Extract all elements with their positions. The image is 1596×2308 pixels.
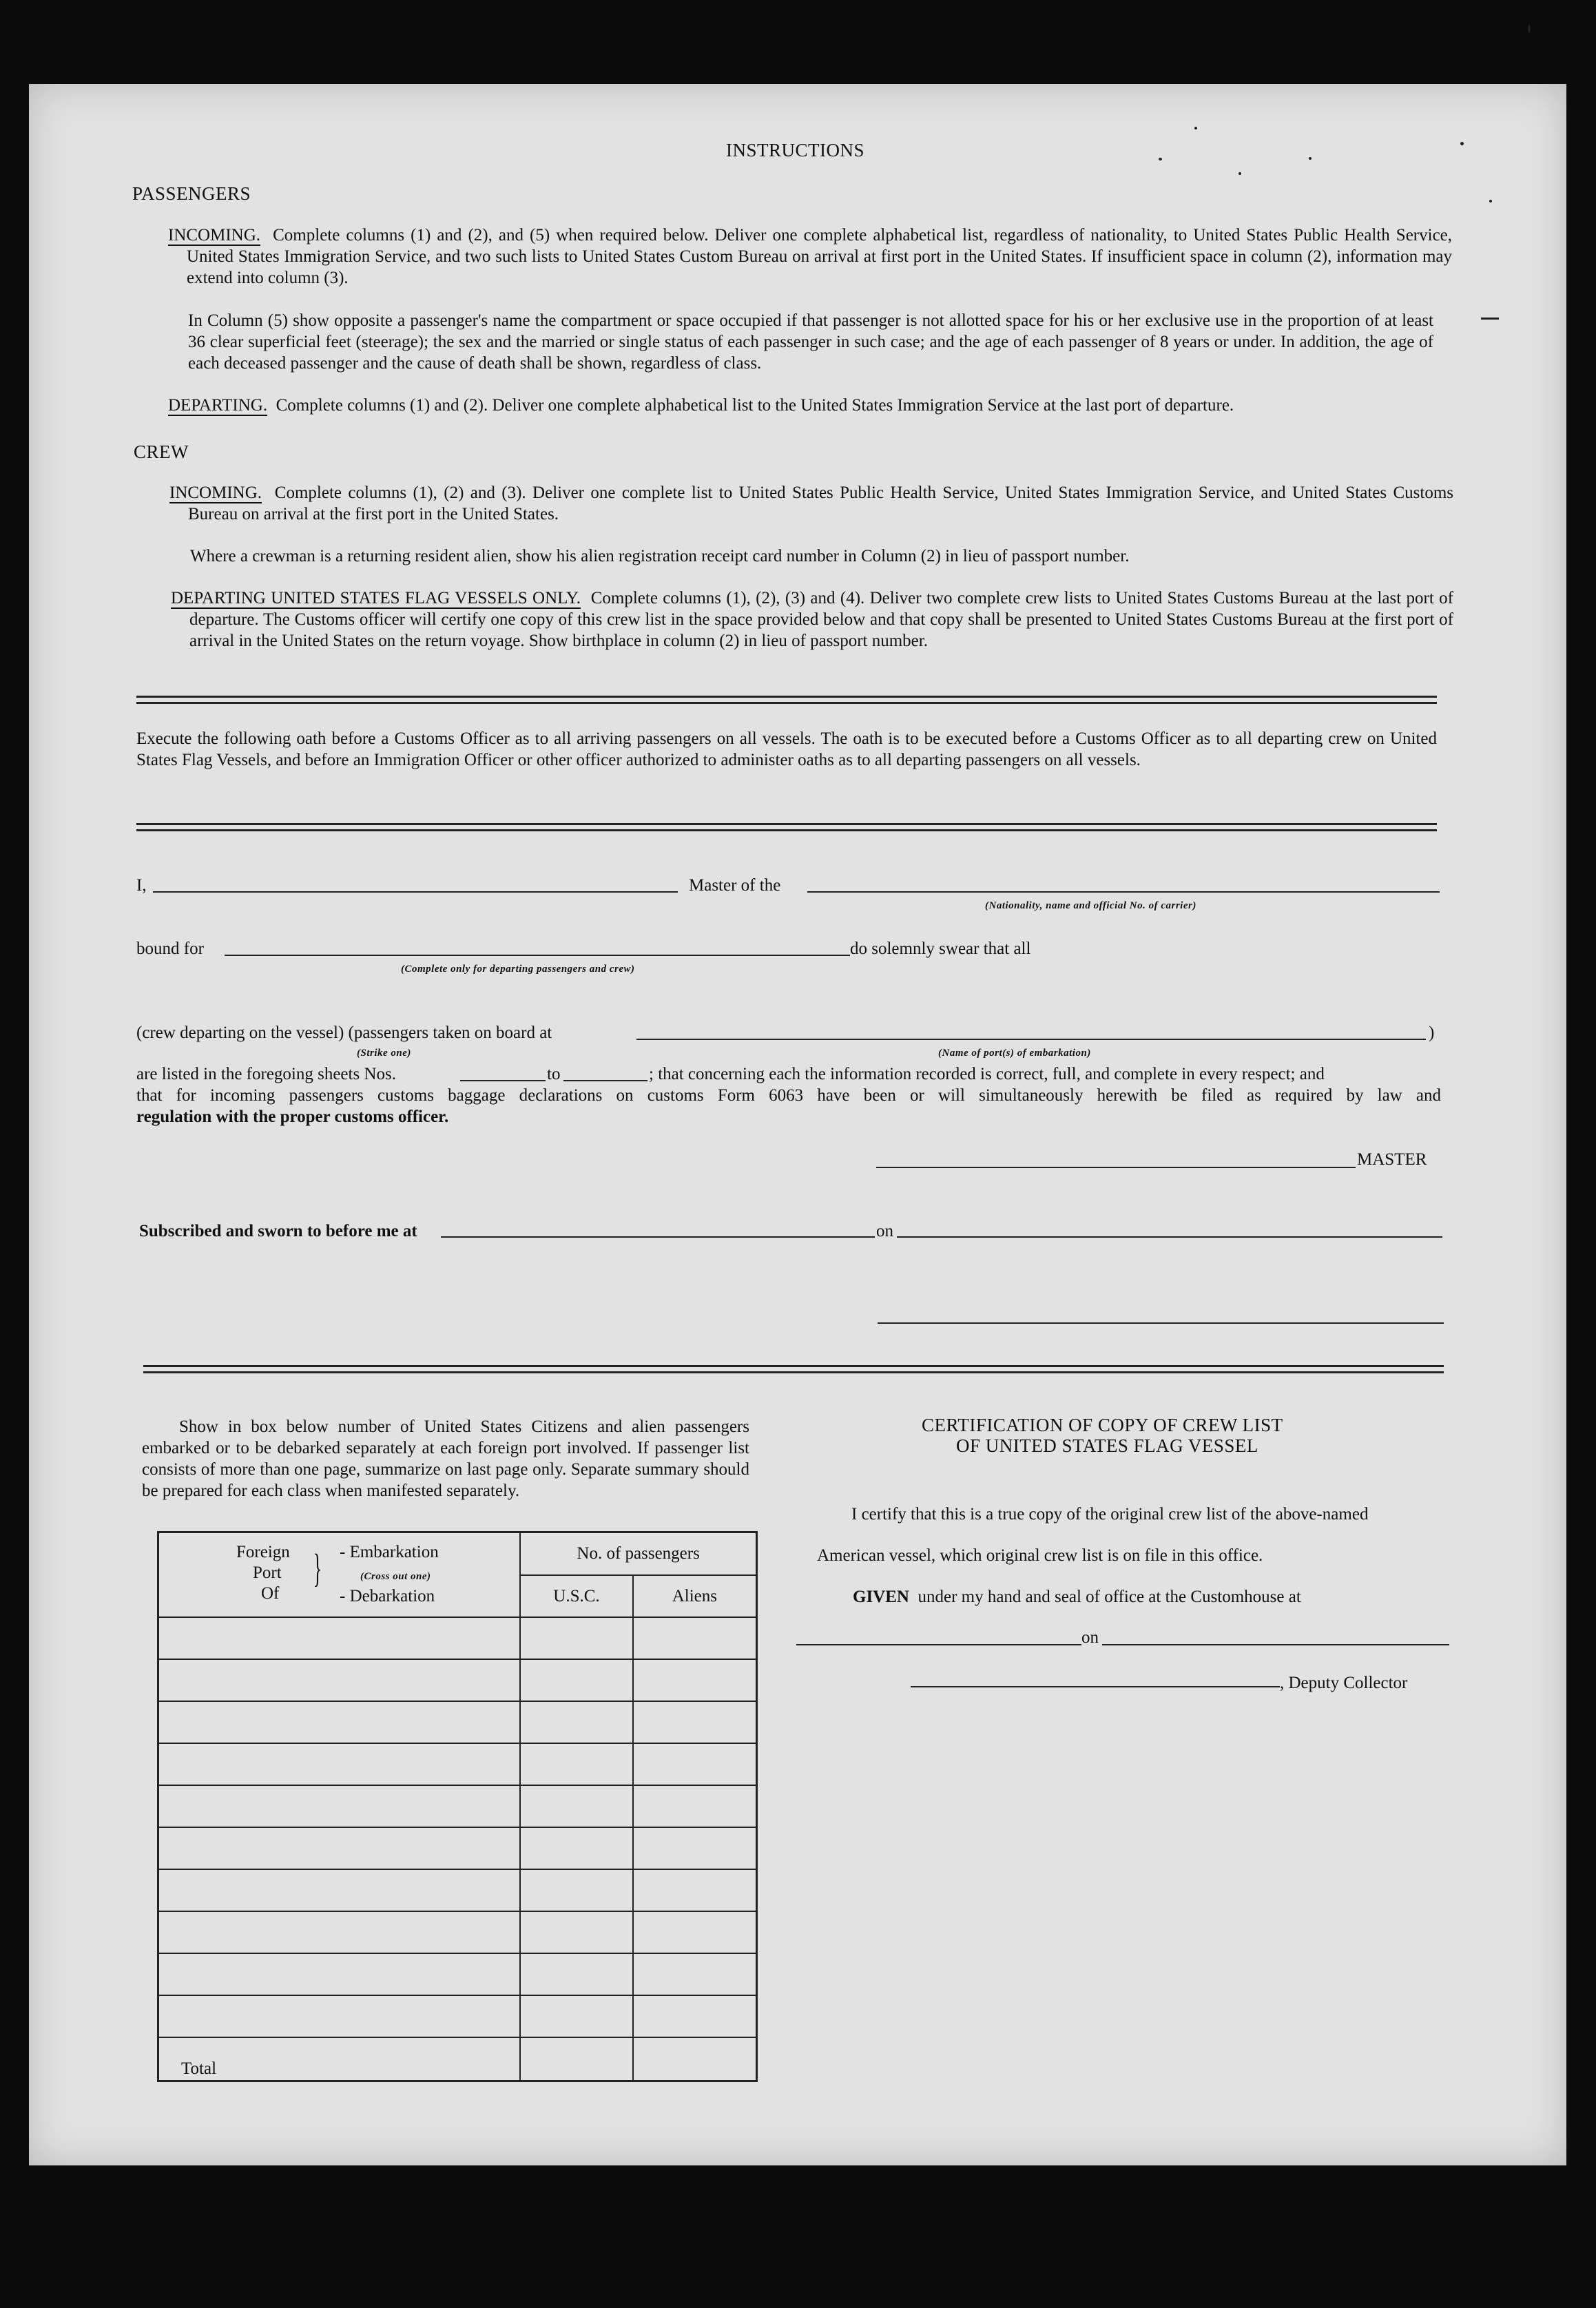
aliens-cell[interactable]	[633, 1743, 757, 1785]
header-foreign: Foreign	[236, 1543, 290, 1561]
given-text: under my hand and seal of office at the Customhouse at	[918, 1588, 1301, 1606]
usc-cell[interactable]	[520, 1953, 632, 1995]
section-divider	[136, 696, 1437, 704]
passengers-departing-paragraph	[168, 395, 1433, 416]
crew-departing-label: DEPARTING UNITED STATES FLAG VESSELS ONLY.	[171, 589, 581, 607]
usc-cell[interactable]	[520, 1827, 632, 1869]
certify-line2: American vessel, which original crew list is on file in this office.	[817, 1546, 1263, 1565]
oath-i-label: I,	[136, 876, 147, 895]
master-name-line[interactable]	[153, 891, 678, 893]
given-line	[853, 1586, 1301, 1608]
usc-cell[interactable]	[520, 1659, 632, 1701]
sworn-place-line[interactable]	[441, 1236, 875, 1238]
port-cell[interactable]	[158, 1953, 521, 1995]
total-aliens-cell[interactable]	[633, 2037, 757, 2081]
strike-caption: (Strike one)	[357, 1048, 411, 1059]
crew-heading: CREW	[134, 441, 189, 462]
aliens-cell[interactable]	[633, 1827, 757, 1869]
table-row	[158, 1659, 757, 1701]
aliens-cell[interactable]	[633, 1911, 757, 1953]
port-cell[interactable]	[158, 1911, 521, 1953]
listed-line3: regulation with the proper customs officer.	[136, 1108, 449, 1126]
aliens-cell[interactable]	[633, 1953, 757, 1995]
page-title: INSTRUCTIONS	[726, 140, 865, 160]
bound-for-caption: (Complete only for departing passengers and crew)	[401, 964, 635, 975]
usc-cell[interactable]	[520, 1617, 632, 1659]
passengers-incoming-label: INCOMING.	[168, 226, 261, 245]
port-header-cell	[158, 1532, 521, 1618]
table-header-row	[158, 1532, 757, 1576]
port-cell[interactable]	[158, 1995, 521, 2037]
crew-incoming-text: Complete columns (1), (2) and (3). Deliver one complete list to United States Public Health Service, United States Immigration Service, and United States Customs Bureau on arrival at the first port in the United States.	[188, 484, 1454, 523]
usc-cell[interactable]	[520, 1911, 632, 1953]
scan-speck	[1460, 142, 1464, 145]
port-cell[interactable]	[158, 1617, 521, 1659]
section-divider	[136, 823, 1437, 831]
deputy-signature-line[interactable]	[911, 1686, 1280, 1687]
sheet-to-line[interactable]	[563, 1080, 647, 1081]
summary-instruction: Show in box below number of United States Citizens and alien passengers embarked or to be debarked separately at each foreign port involved. If passenger list consists of more than one page, summarize on last page only. Separate summary should be prepared for each class when manifested separately.	[142, 1417, 749, 1500]
listed-prefix: are listed in the foregoing sheets Nos.	[136, 1065, 396, 1083]
bound-for-label: bound for	[136, 939, 204, 958]
passengers-departing-text: Complete columns (1) and (2). Deliver one complete alphabetical list to the United States Immigration Service at the last port of departure.	[276, 396, 1234, 415]
header-no-passengers: No. of passengers	[520, 1532, 756, 1576]
crew-departing-text: Complete columns (1), (2), (3) and (4). Deliver two complete crew lists to United States Customs Bureau at the last port of departure. The Customs officer will certify one copy of this crew list in the space provided below and that copy shall be presented to United States Customs Bureau at the first port of arrival in the United States on the return voyage. Show birthplace in column (2) in lieu of passport number.	[189, 589, 1453, 650]
ports-caption: (Name of port(s) of embarkation)	[938, 1048, 1091, 1059]
usc-cell[interactable]	[520, 1995, 632, 2037]
table-row	[158, 1995, 757, 2037]
listed-suffix: ; that concerning each the information recorded is correct, full, and complete in every respect; and	[649, 1065, 1325, 1083]
column5-paragraph: In Column (5) show opposite a passenger's name the compartment or space occupied if that passenger is not allotted space for his or her exclusive use in the proportion of at least 36 clear superficial feet (steerage); the sex and the married or single status of each passenger in such case; and the age of each passenger of 8 years or under. In addition, the age of each deceased passenger and the cause of death shall be shown, regardless of class.	[188, 311, 1433, 373]
passenger-summary-table	[157, 1531, 758, 2082]
header-of: Of	[261, 1584, 280, 1603]
listed-line2: that for incoming passengers customs baggage declarations on customs Form 6063 have been or will simultaneously herewith be filed as required by law and	[136, 1086, 1441, 1105]
port-cell[interactable]	[158, 1743, 521, 1785]
total-row	[158, 2037, 757, 2081]
table-row	[158, 1953, 757, 1995]
bound-for-line[interactable]	[225, 955, 850, 956]
table-row	[158, 1701, 757, 1743]
table-row	[158, 1785, 757, 1827]
aliens-cell[interactable]	[633, 1617, 757, 1659]
master-of-label: Master of the	[689, 876, 781, 895]
usc-cell[interactable]	[520, 1743, 632, 1785]
deputy-collector-label: , Deputy Collector	[1280, 1674, 1408, 1692]
table-row	[158, 1617, 757, 1659]
sworn-date-line[interactable]	[897, 1236, 1442, 1238]
customhouse-line[interactable]	[796, 1644, 1081, 1645]
port-cell[interactable]	[158, 1827, 521, 1869]
port-header	[159, 1533, 519, 1616]
passengers-departing-label: DEPARTING.	[168, 396, 268, 415]
passengers-incoming-paragraph	[168, 225, 1452, 289]
crew-resident-paragraph: Where a crewman is a returning resident alien, show his alien registration receipt card number in Column (2) in lieu of passport number.	[190, 547, 1130, 565]
officer-signature-line[interactable]	[878, 1322, 1444, 1324]
header-aliens: Aliens	[633, 1575, 757, 1617]
master-signature-line[interactable]	[876, 1167, 1356, 1168]
swear-text: do solemnly swear that all	[850, 939, 1031, 958]
sworn-on-label: on	[876, 1222, 893, 1240]
aliens-cell[interactable]	[633, 1659, 757, 1701]
port-cell[interactable]	[158, 1701, 521, 1743]
table-row	[158, 1911, 757, 1953]
usc-cell[interactable]	[520, 1701, 632, 1743]
subscribed-label: Subscribed and sworn to before me at	[139, 1222, 417, 1240]
table-row	[158, 1869, 757, 1911]
certification-title-line2: OF UNITED STATES FLAG VESSEL	[956, 1435, 1258, 1456]
embarkation-ports-line[interactable]	[636, 1039, 1426, 1040]
carrier-line[interactable]	[807, 891, 1440, 893]
certification-on-label: on	[1081, 1628, 1099, 1647]
crew-departing-text: (crew departing on the vessel) (passengers taken on board at	[136, 1023, 552, 1042]
scan-speck	[1481, 318, 1499, 320]
close-paren: )	[1429, 1023, 1435, 1042]
scan-speck	[1528, 25, 1531, 33]
usc-cell[interactable]	[520, 1785, 632, 1827]
given-label: GIVEN	[853, 1588, 909, 1606]
port-cell[interactable]	[158, 1869, 521, 1911]
table-row	[158, 1743, 757, 1785]
header-port: Port	[253, 1563, 282, 1582]
master-label: MASTER	[1357, 1150, 1427, 1169]
aliens-cell[interactable]	[633, 1869, 757, 1911]
crew-incoming-paragraph	[169, 482, 1453, 525]
header-cross-out: (Cross out one)	[360, 1571, 431, 1582]
header-embarkation: - Embarkation	[340, 1543, 439, 1561]
section-divider	[143, 1365, 1444, 1373]
oath-instruction: Execute the following oath before a Customs Officer as to all arriving passengers on all vessels. The oath is to be executed before a Customs Officer as to all departing crew on United States Flag Vessels, and before an Immigration Officer or other officer authorized to administer oaths as to all departing passengers on all vessels.	[136, 729, 1437, 769]
aliens-cell[interactable]	[633, 1995, 757, 2037]
aliens-cell[interactable]	[633, 1701, 757, 1743]
brace-icon: }	[313, 1546, 322, 1590]
usc-cell[interactable]	[520, 1869, 632, 1911]
sheet-from-line[interactable]	[460, 1080, 546, 1081]
nationality-caption: (Nationality, name and official No. of carrier)	[985, 900, 1196, 911]
passengers-incoming-text: Complete columns (1) and (2), and (5) when required below. Deliver one complete alphabetical list, regardless of nationality, to United States Public Health Service, United States Immigration Service, and two such lists to United States Custom Bureau on arrival at first port in the United States. If insufficient space in column (2), information may extend into column (3).	[187, 226, 1453, 287]
passengers-heading: PASSENGERS	[132, 183, 251, 204]
aliens-cell[interactable]	[633, 1785, 757, 1827]
scan-speck	[1309, 157, 1312, 160]
scan-speck	[1194, 127, 1197, 129]
header-debarkation: - Debarkation	[340, 1587, 435, 1605]
to-label: to	[547, 1065, 561, 1083]
total-label: Total	[158, 2037, 521, 2081]
table-row	[158, 1827, 757, 1869]
port-cell[interactable]	[158, 1785, 521, 1827]
certification-date-line[interactable]	[1102, 1644, 1449, 1645]
certification-title-line1: CERTIFICATION OF COPY OF CREW LIST	[922, 1415, 1283, 1435]
total-usc-cell[interactable]	[520, 2037, 632, 2081]
scan-speck	[1489, 200, 1492, 202]
scan-speck	[1159, 158, 1162, 160]
scan-speck	[1239, 172, 1241, 175]
header-usc: U.S.C.	[520, 1575, 632, 1617]
certify-line1: I certify that this is a true copy of the original crew list of the above-named	[851, 1505, 1369, 1524]
port-cell[interactable]	[158, 1659, 521, 1701]
crew-departing-paragraph	[171, 588, 1453, 652]
crew-incoming-label: INCOMING.	[169, 484, 262, 502]
